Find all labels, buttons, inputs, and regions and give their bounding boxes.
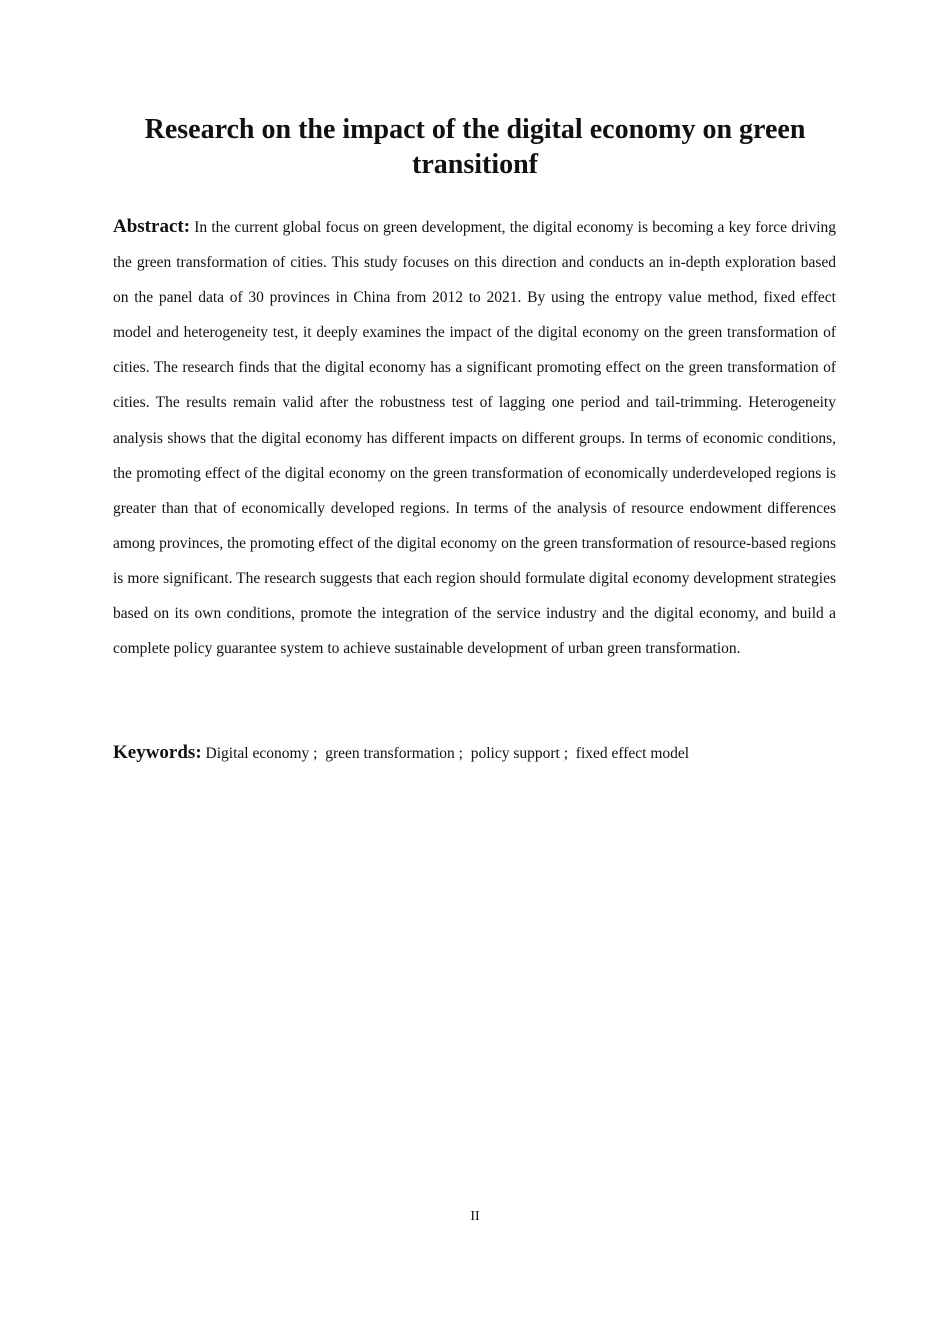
keyword-item: green transformation [325, 745, 455, 762]
keyword-item: fixed effect model [575, 745, 690, 762]
keyword-item: Digital economy [205, 745, 310, 762]
keywords-label: Keywords: [113, 742, 202, 763]
keyword-separator: ; [559, 745, 576, 762]
keyword-separator: ; [309, 745, 326, 762]
keyword-separator: ; [454, 745, 471, 762]
abstract-label: Abstract: [113, 216, 191, 237]
abstract-text: In the current global focus on green development, the digital economy is becoming a key force driving the green transformation of cities. This study focuses on this direction and conducts an in-depth exploration based on the panel data of 30 provinces in China from 2012 to 2021. By using the entropy value method, fixed effect model and heterogeneity test, it deeply examines the impact of the digital economy on the green transformation of cities. The research finds that the digital economy has a significant promoting effect on the green transformation of cities. The results remain valid after the robustness test of lagging one period and tail-trimming. Heterogeneity analysis shows that the digital economy has different impacts on different groups. In terms of economic conditions, the promoting effect of the digital economy on the green transformation of economically underdeveloped regions is greater than that of economically developed regions. In terms of the analysis of resource endowment differences among provinces, the promoting effect of the digital economy on the green transformation of resource-based regions is more significant. The research suggests that each region should formulate digital economy development strategies based on its own conditions, promote the integration of the service industry and the digital economy, and build a complete policy guarantee system to achieve sustainable development of urban green transformation. [113, 219, 837, 658]
page-number: II [470, 1209, 480, 1224]
abstract-paragraph [113, 209, 836, 666]
keyword-item: policy support [470, 745, 560, 762]
paper-title: Research on the impact of the digital economy on green transitionf [144, 114, 806, 180]
keywords-line [113, 735, 836, 771]
